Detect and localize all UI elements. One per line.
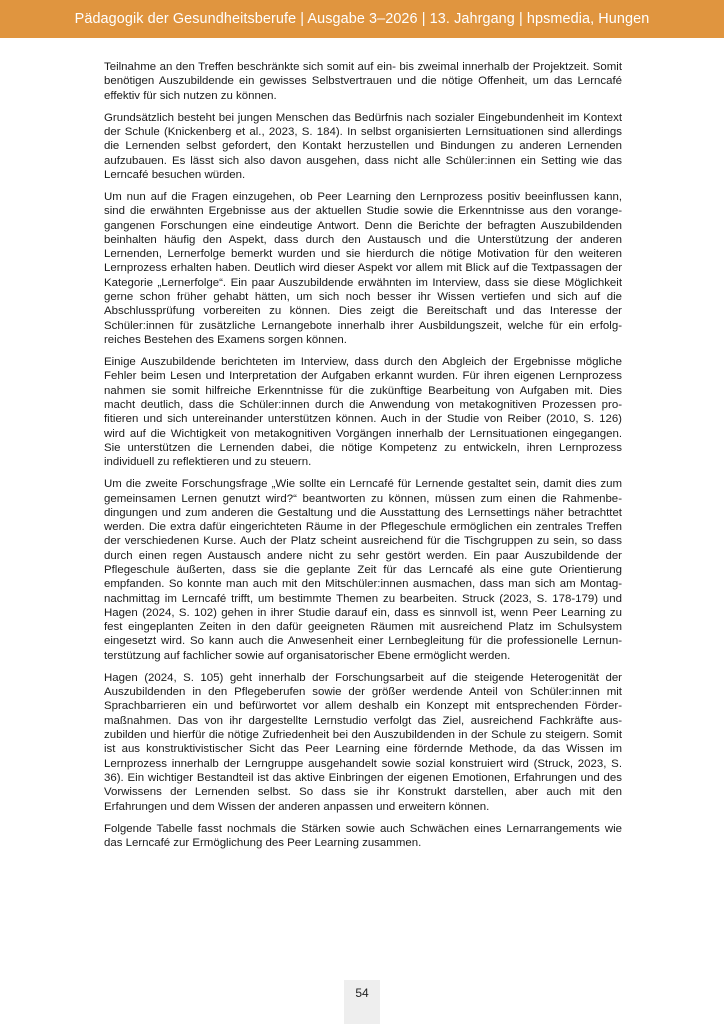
journal-header-bar bbox=[0, 0, 724, 38]
paragraph-4: Einige Auszubildende berichteten im Interview, dass durch den Abgleich der Ergebnisse mögliche Fehler beim Lesen und Interpretation der Aufgaben erkannt wurden. Für ihren eigenen Lernprozess nahmen sie somit hilfreiche Erkenntnisse für die zukünftige Bearbeitung von Aufgaben mit. Dies macht deutlich, dass die Schüler:innen durch die Anwendung von metakognitiven Prozessen profitieren und sich untereinander unterstützen können. Auch in der Studie von Reiber (2010, S. 126) wird auf die Wichtigkeit von metakognitiven Vorgängen innerhalb der Lernsituationen eingegangen. Sie unterstützen die Lernenden dabei, die nötige Kompetenz zu entwickeln, ihren Lernprozess individuell zu reflektieren und zu steuern. bbox=[104, 356, 622, 469]
page-number: 54 bbox=[355, 986, 369, 1000]
paragraph-5: Um die zweite Forschungsfrage „Wie sollte ein Lerncafé für Lernende gestaltet sein, damit dies zum gemeinsamen Lernen genutzt wird?“ beantworten zu können, müssen zum einen die Rahmenbedingungen und zum anderen die Gestaltung und die Ausstattung des Lernsettings näher betrachttet werden. Die extra dafür eingerichteten Räume in der Pflegeschule ermöglichen ein zentrales Treffen der verschiedenen Kurse. Auch der Platz scheint ausreichend für die Tischgruppen zu sein, so dass durch einen regen Austausch andere nicht zu sehr gestört werden. Ein paar Auszubildende der Pflegeschule äußerten, dass sie die geplante Zeit für das Lerncafé als eine gute Orientierung empfanden. So konnte man auch mit den Mitschüler:innen ausmachen, dass man sich am Montagnachmittag im Lerncafé trifft, um bestimmte Themen zu bearbeiten. Struck (2023, S. 178-179) und Hagen (2024, S. 102) gehen in ihrer Studie darauf ein, dass es sinnvoll ist, wenn Peer Learning zu fest eingeplanten Zeiten in den dafür geeigneten Räumen mit ausreichend Platz im Schulsystem eingesetzt wird. So kann auch die Anwesenheit einer Lernbegleitung für die professionelle Lernunterstützung auf fachlicher sowie auf organisatorischer Ebene ermöglicht werden. bbox=[104, 478, 622, 662]
paragraph-3: Um nun auf die Fragen einzugehen, ob Peer Learning den Lernprozess positiv beeinflussen kann, sind die erwähnten Ergebnisse aus der aktuellen Studie sowie die Erkenntnisse aus den vorangegangenen Forschungen eine eindeutige Antwort. Denn die Berichte der befragten Auszubildenden beinhalten häufig den Aspekt, dass durch den Austausch und die Unterstützung der anderen Lernenden, Lernerfolge bemerkt wurden und sie hierdurch die nötige Motivation für den weiteren Lernprozess erhalten haben. Deutlich wird dieser Aspekt vor allem mit Blick auf die Textpassagen der Kategorie „Lernerfolge“. Ein paar Auszubildende erwähnten im Interview, dass sie diese Möglichkeit gerne schon früher gehabt hätten, um sich noch besser ihr Wissen vertiefen und sich auf die Abschlussprüfung vorbereiten zu können. Dies zeigt die Bereitschaft und das Interesse der Schüler:innen für zusätzliche Lernangebote innerhalb ihrer Ausbildungszeit, welche für ein erfolgreiches Bestehen des Examens sorgen können. bbox=[104, 190, 622, 346]
paragraph-6: Hagen (2024, S. 105) geht innerhalb der Forschungsarbeit auf die steigende Heterogenität der Auszubildenden in den Pflegeberufen sowie der größer werdende Anteil von Schüler:innen mit Sprachbarrieren ein und befürwortet vor allem deshalb ein Konzept mit entsprechenden Fördermaßnahmen. Das von ihr dargestellte Lernstudio verfolgt das Ziel, ausreichend Fachkräfte auszubilden und hierfür die nötige Zufriedenheit bei den Auszubildenden in der Schule zu steigern. Somit ist aus konstruktivistischer Sicht das Peer Learning eine fördernde Methode, da das Wissen im Lernprozess innerhalb der Lerngruppe ausgehandelt sowie sozial konstruiert wird (Struck, 2023, S. 36). Ein wichtiger Bestandteil ist das aktive Einbringen der eigenen Emotionen, Erfahrungen und des Vorwissens der Lernenden selbst. So dass sie ihr Konstrukt darstellen, aber auch mit den Erfahrungen und dem Wissen der anderen anpassen und erweitern können. bbox=[104, 671, 622, 813]
article-body bbox=[104, 60, 622, 858]
paragraph-1: Teilnahme an den Treffen beschränkte sich somit auf ein- bis zweimal innerhalb der Projektzeit. Somit benötigen Auszubildende ein gewisses Selbstvertrauen und die nötige Offenheit, um das Lerncafé effektiv für sich nutzen zu können. bbox=[104, 61, 622, 102]
journal-header-text: Pädagogik der Gesundheitsberufe | Ausgabe 3–2026 | 13. Jahrgang | hpsmedia, Hungen bbox=[74, 11, 650, 27]
paragraph-7: Folgende Tabelle fasst nochmals die Stärken sowie auch Schwächen eines Lernarrangements wie das Lerncafé zur Ermöglichung des Peer Learning zusammen. bbox=[104, 822, 622, 849]
paragraph-2: Grundsätzlich besteht bei jungen Menschen das Bedürfnis nach sozialer Eingebundenheit im Kontext der Schule (Knickenberg et al., 2023, S. 184). In selbst organisierten Lernsituationen sind allerdings die Lernenden selbst gefordert, den Kontakt herzustellen und Bindungen zu anderen Lernenden aufzubauen. Es lässt sich also davon ausgehen, dass nicht alle Schüler:innen ein Setting wie das Lerncafé besuchen würden. bbox=[104, 111, 622, 181]
page-number-box bbox=[344, 980, 380, 1024]
